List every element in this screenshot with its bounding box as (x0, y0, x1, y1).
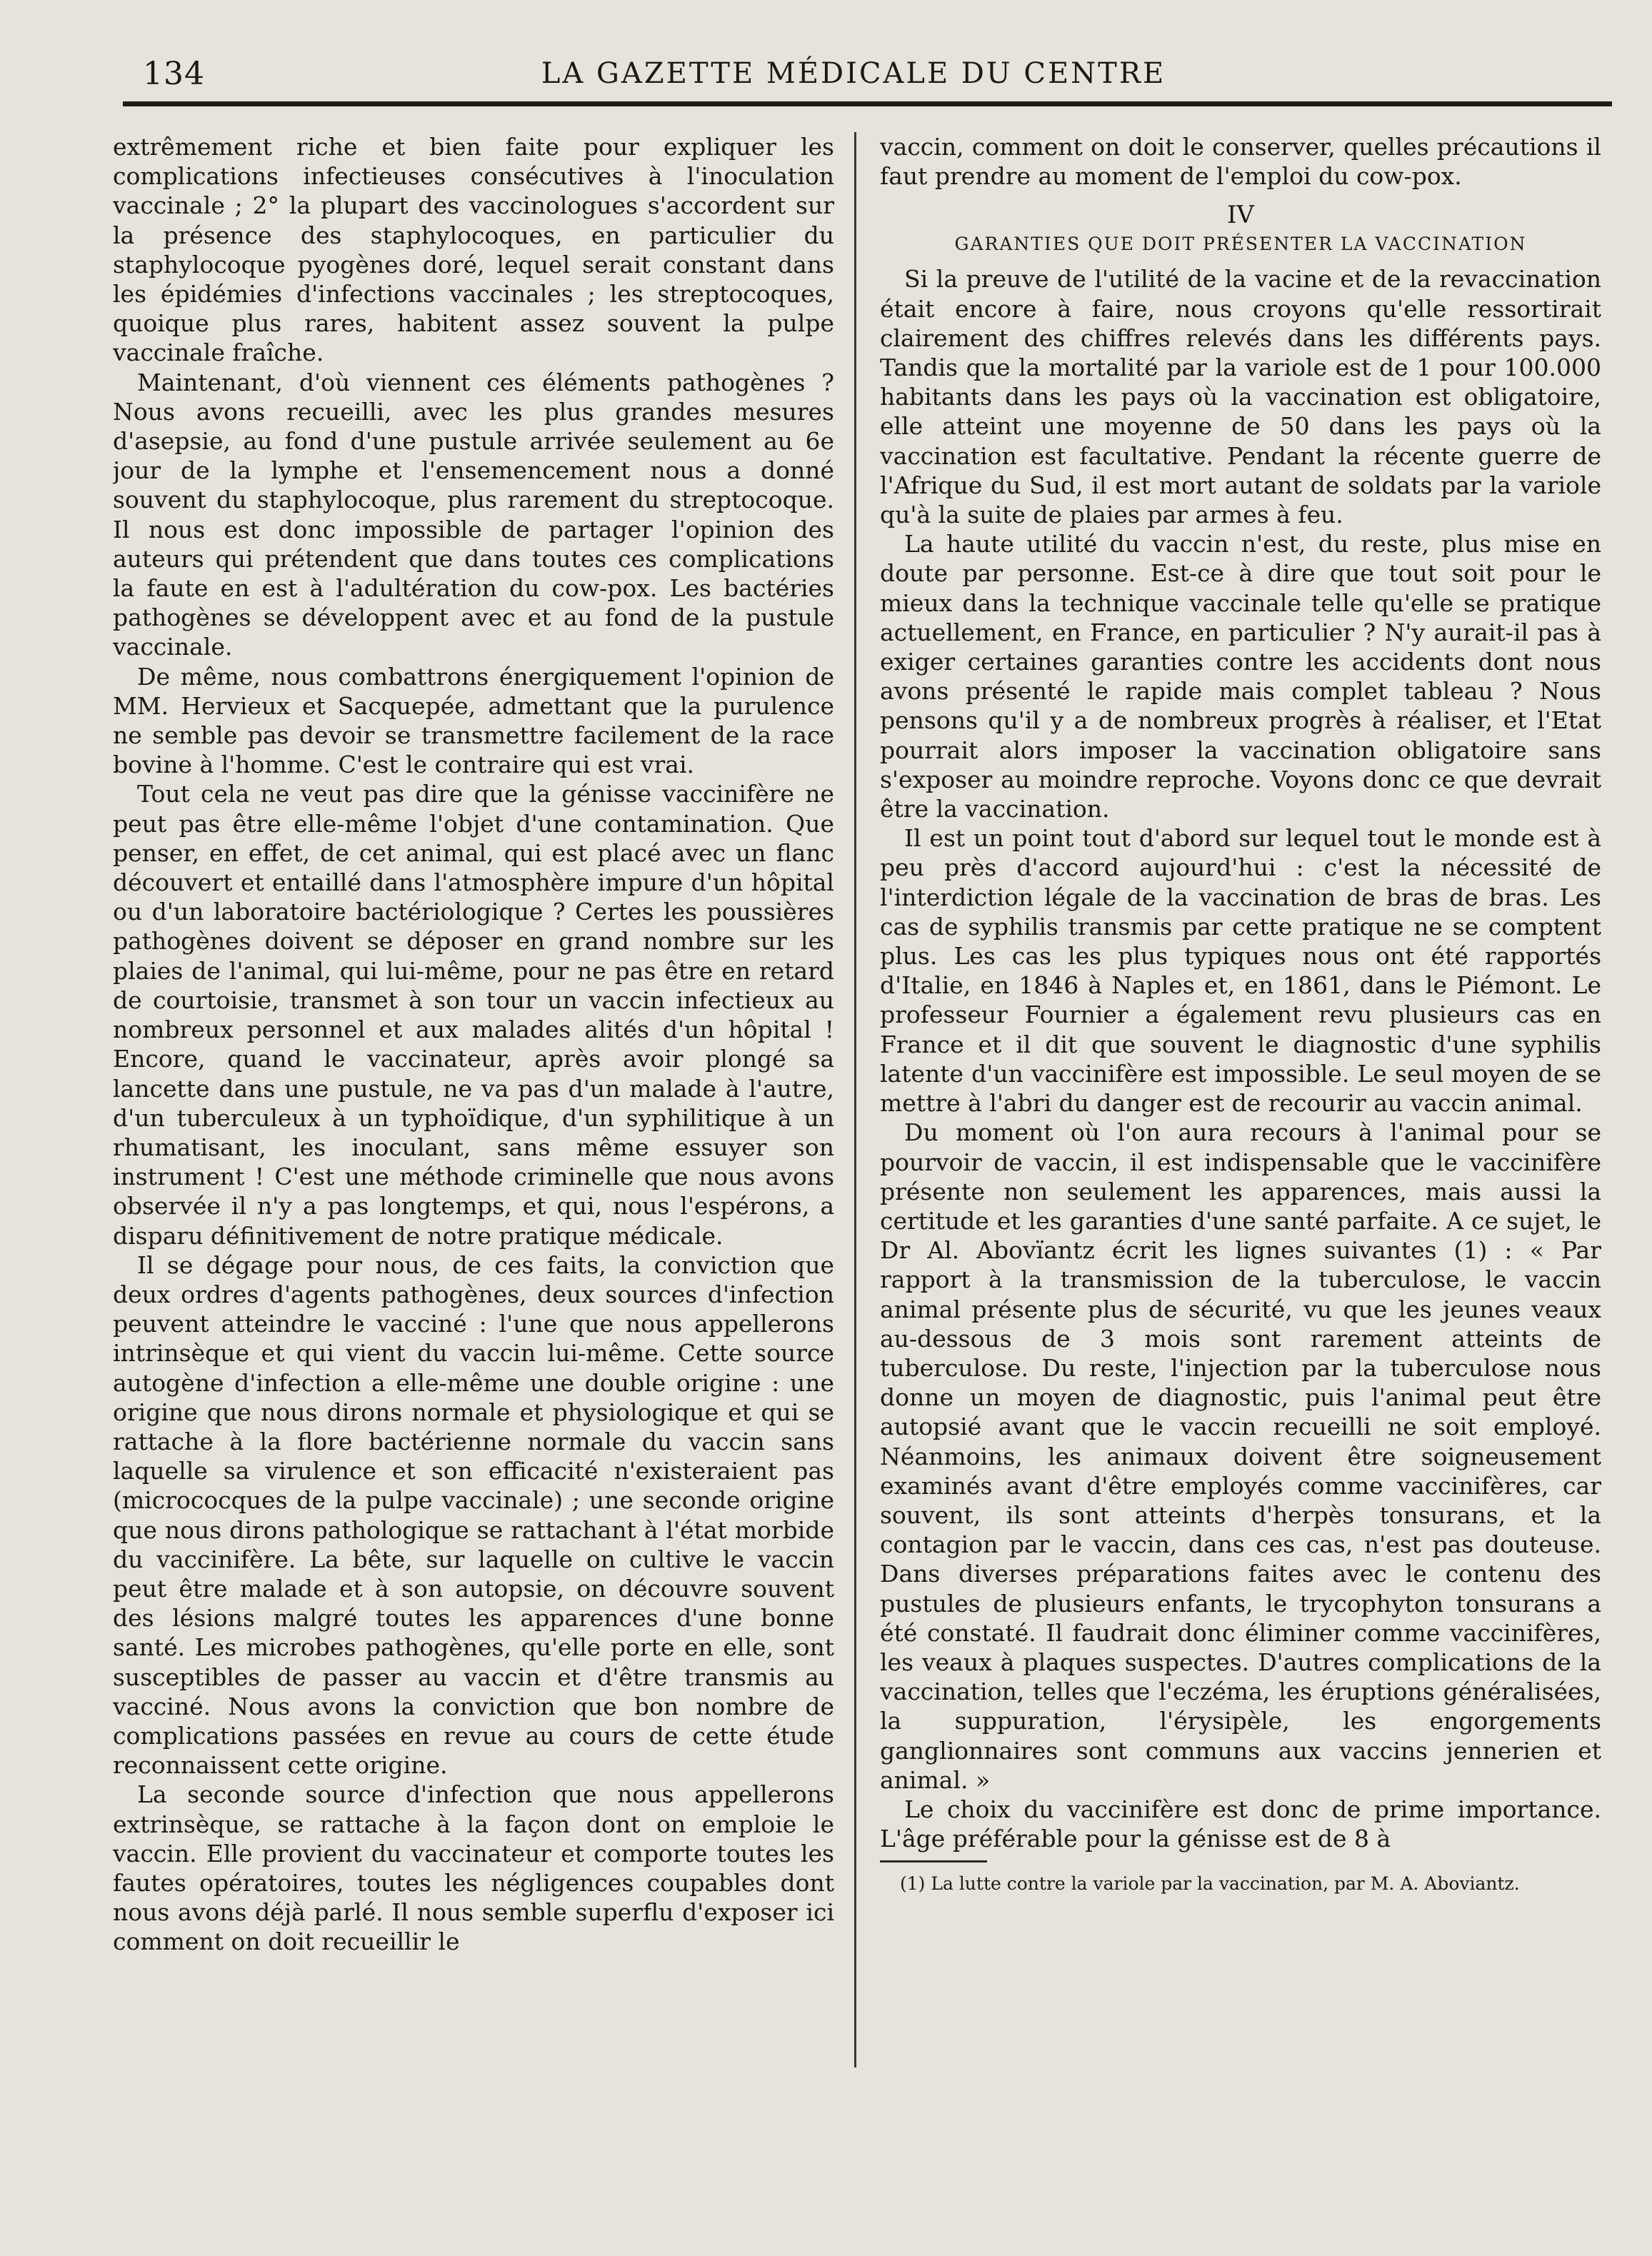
left-paragraph-4: Tout cela ne veut pas dire que la génisse vaccinifère ne peut pas être elle-même l'objet d'une contamination. Que penser, en effet, de cet animal, qui est placé avec un flanc découvert et entaillé dans l'atmosphère impure d'un hôpital ou d'un laboratoire bactériologique ? Certes les poussières pathogènes doivent se déposer en grand nombre sur les plaies de l'animal, qui lui-même, pour ne pas être en retard de courtoisie, transmet à son tour un vaccin infectieux au nombreux personnel et aux malades alités d'un hôpital ! Encore, quand le vaccinateur, après avoir plongé sa lancette dans une pustule, ne va pas d'un malade à l'autre, d'un tuberculeux à un typhoïdique, d'un syphilitique à un rhumatisant, les inoculant, sans même essuyer son instrument ! C'est une méthode criminelle que nous avons observée il n'y a pas longtemps, et qui, nous l'espérons, a disparu définitivement de notre pratique médicale. (113, 780, 834, 1250)
right-paragraph-4: Du moment où l'on aura recours à l'animal pour se pourvoir de vaccin, il est indispensable que le vaccinifère présente non seulement les apparences, mais aussi la certitude et les garanties d'une santé parfaite. A ce sujet, le Dr Al. Abovïantz écrit les lignes suivantes (1) : « Par rapport à la transmission de la tuberculose, le vaccin animal présente plus de sécurité, vu que les jeunes veaux au-dessous de 3 mois sont rarement atteints de tuberculose. Du reste, l'injection par la tuberculose nous donne un moyen de diagnostic, puis l'animal peut être autopsié avant que le vaccin recueilli ne soit employé. Néanmoins, les animaux doivent être soigneusement examinés avant d'être employés comme vaccinifères, car souvent, ils sont atteints d'herpès tonsurans, et la contagion par le vaccin, dans ces cas, n'est pas douteuse. Dans diverses préparations faites avec le contenu des pustules de plusieurs enfants, le trycophyton tonsurans a été constaté. Il faudrait donc éliminer comme vaccinifères, les veaux à plaques suspectes. D'autres complications de la vaccination, telles que l'eczéma, les éruptions généralisées, la suppuration, l'érysipèle, les engorgements ganglionnaires sont communs aux vaccins jennerien et animal. » (880, 1118, 1601, 1794)
section-heading: GARANTIES QUE DOIT PRÉSENTER LA VACCINATION (954, 234, 1527, 255)
right-paragraph-5: Le choix du vaccinifère est donc de prime importance. L'âge préférable pour la génisse est de 8 à (880, 1795, 1601, 1853)
header-rule (123, 101, 1612, 106)
left-paragraph-5: Il se dégage pour nous, de ces faits, la conviction que deux ordres d'agents pathogènes, deux sources d'infection peuvent atteindre le vacciné : l'une que nous appellerons intrinsèque et qui vient du vaccin lui-même. Cette source autogène d'infection a elle-même une double origine : une origine que nous dirons normale et physiologique et qui se rattache à la flore bactérienne normale du vaccin sans laquelle sa virulence et son efficacité n'existeraient pas (micrococques de la pulpe vaccinale) ; une seconde origine que nous dirons pathologique se rattachant à l'état morbide du vaccinifère. La bête, sur laquelle on cultive le vaccin peut être malade et à son autopsie, on découvre souvent des lésions malgré toutes les apparences d'une bonne santé. Les microbes pathogènes, qu'elle porte en elle, sont susceptibles de passer au vaccin et d'être transmis au vacciné. Nous avons la conviction que bon nombre de complications passées en revue au cours de cette étude reconnaissent cette origine. (113, 1250, 834, 1780)
right-intro-paragraph: vaccin, comment on doit le conserver, quelles précautions il faut prendre au moment de l'emploi du cow-pox. (880, 133, 1601, 191)
footnote-rule (880, 1860, 987, 1863)
left-paragraph-6: La seconde source d'infection que nous appellerons extrinsèque, se rattache à la façon dont on emploie le vaccin. Elle provient du vaccinateur et comporte toutes les fautes opératoires, toutes les négligences coupables dont nous avons déjà parlé. Il nous semble superflu d'exposer ici comment on doit recueillir le (113, 1780, 834, 1956)
section-numeral: IV (1227, 201, 1254, 230)
left-paragraph-3: De même, nous combattrons énergiquement l'opinion de MM. Hervieux et Sacquepée, admettant que la purulence ne semble pas devoir se transmettre facilement de la race bovine à l'homme. C'est le contraire qui est vrai. (113, 662, 834, 779)
footnote: (1) La lutte contre la variole par la vaccination, par M. A. Aboviantz. (900, 1873, 1520, 1895)
page-number: 134 (143, 56, 205, 92)
right-paragraph-1: Si la preuve de l'utilité de la vacine et de la revaccination était encore à faire, nous croyons qu'elle ressortirait clairement des chiffres relevés dans les différents pays. Tandis que la mortalité par la variole est de 1 pour 100.000 habitants dans les pays où la vaccination est obligatoire, elle atteint une moyenne de 50 dans les pays où la vaccination est facultative. Pendant la récente guerre de l'Afrique du Sud, il est mort autant de soldats par la variole qu'à la suite de plaies par armes à feu. (880, 265, 1601, 529)
page-header (121, 56, 1586, 106)
right-paragraph-3: Il est un point tout d'abord sur lequel tout le monde est à peu près d'accord aujourd'hui : c'est la nécessité de l'interdiction légale de la vaccination de bras de bras. Les cas de syphilis transmis par cette pratique ne se comptent plus. Les cas les plus typiques nous ont été rapportés d'Italie, en 1846 à Naples et, en 1861, dans le Piémont. Le professeur Fournier a également revu plusieurs cas en France et il dit que souvent le diagnostic d'une syphilis latente d'un vaccinifère est impossible. Le seul moyen de se mettre à l'abri du danger est de recourir au vaccin animal. (880, 824, 1601, 1118)
right-column (880, 132, 1601, 2217)
right-paragraph-2: La haute utilité du vaccin n'est, du reste, plus mise en doute par personne. Est-ce à dire que tout soit pour le mieux dans la technique vaccinale telle qu'elle se pratique actuellement, en France, en particulier ? N'y aurait-il pas à exiger certaines garanties contre les accidents dont nous avons présenté le rapide mais complet tableau ? Nous pensons qu'il y a de nombreux progrès à réaliser, et l'Etat pourrait alors imposer la vaccination obligatoire sans s'exposer au moindre reproche. Voyons donc ce que devrait être la vaccination. (880, 530, 1601, 823)
journal-title: LA GAZETTE MÉDICALE DU CENTRE (541, 57, 1166, 90)
column-divider (854, 132, 856, 2067)
left-paragraph-2: Maintenant, d'où viennent ces éléments pathogènes ? Nous avons recueilli, avec les plus grandes mesures d'asepsie, au fond d'une pustule arrivée seulement au 6e jour de la lymphe et l'ensemencement nous a donné souvent du staphylocoque, plus rarement du streptocoque. Il nous est donc impossible de partager l'opinion des auteurs qui prétendent que dans toutes ces complications la faute en est à l'adultération du cow-pox. Les bactéries pathogènes se développent avec et au fond de la pustule vaccinale. (113, 368, 834, 661)
left-paragraph-1: extrêmement riche et bien faite pour expliquer les complications infectieuses consécutives à l'inoculation vaccinale ; 2° la plupart des vaccinologues s'accordent sur la présence des staphylocoques, en particulier du staphylocoque pyogènes doré, lequel serait constant dans les épidémies d'infections vaccinales ; les streptocoques, quoique plus rares, habitent assez souvent la pulpe vaccinale fraîche. (113, 133, 834, 367)
left-column (113, 132, 834, 2067)
